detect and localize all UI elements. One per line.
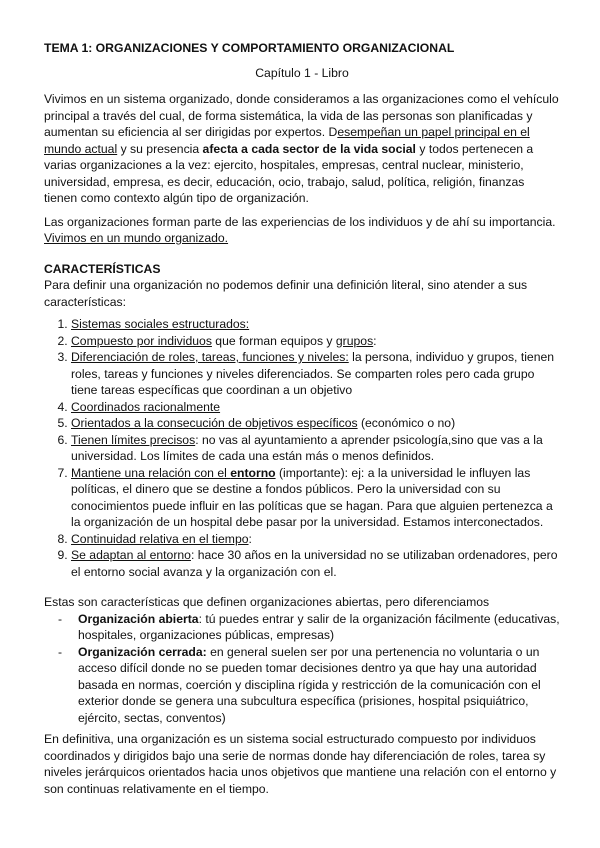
list-item (71, 547, 560, 580)
list-item (71, 465, 560, 531)
list-item (71, 316, 560, 333)
list-item (74, 644, 560, 727)
conclusion-paragraph: En definitiva, una organización es un sistema social estructurado compuesto por individuos coordinados y dirigidos bajo una serie de normas donde hay diferenciación de roles, tarea sy niveles jerárquicos orientados hacia unos objetivos que mantiene una relación con el entorno y son continuas relativamente en el tiempo. (44, 732, 557, 796)
intro-paragraph-1 (44, 91, 560, 207)
closed-org-text: en general suelen ser por una pertenencia no voluntaria o un acceso difícil donde no se pueden tomar decisiones dentro ya que hay una autoridad basada en normas, coerción y disciplina rígida y restricción de la comunicación con el exterior donde se genera una subcultura específica (prisiones, hospital psiquiátrico, ejército, sectas, conventos) (78, 644, 541, 725)
item-title: Tienen límites precisos (71, 432, 196, 447)
intro-text: Vivimos en un sistema organizado, donde consideramos a las organizaciones como el vehículo principal a través del cual, de forma sistemática, la vida de las personas son planificadas y aumentan su eficiencia al ser dirigidas por expertos. D (44, 92, 559, 139)
item-title: Continuidad relativa en el tiempo (71, 531, 249, 546)
characteristics-intro: Para definir una organización no podemos definir una definición literal, sino atender a sus características: (44, 278, 528, 309)
intro-underlined: Vivimos en un mundo organizado. (44, 231, 229, 245)
item-title: Sistemas sociales estructurados: (71, 317, 250, 331)
closed-org-label: Organización cerrada: (78, 644, 207, 659)
intro-text: y su presencia (117, 141, 203, 156)
item-title: Diferenciación de roles, tareas, funciones y niveles: (71, 350, 349, 364)
intro-bold: afecta a cada sector de la vida social (202, 141, 416, 156)
item-text: : (248, 531, 252, 546)
item-title: Coordinados racionalmente (71, 399, 221, 414)
list-item (71, 349, 560, 399)
list-item (71, 432, 560, 465)
characteristics-heading: CARACTERÍSTICAS (44, 261, 161, 276)
spacer (44, 580, 560, 594)
types-list (44, 611, 560, 727)
intro-text: y todos pertenecen a varias organizaciones a la vez: ejercito, hospitales, empresas, central nuclear, ministerio, universidad, empresa, es decir, educación, ocio, trabajo, salud, política, religión, finanzas tienen como contexto algún tipo de organización. (44, 141, 534, 205)
list-item (71, 415, 560, 432)
item-text: : (373, 333, 377, 348)
document-title: TEMA 1: ORGANIZACIONES Y COMPORTAMIENTO ORGANIZACIONAL (44, 41, 455, 55)
item-text: que forman equipos y (211, 333, 336, 348)
list-item (71, 531, 560, 548)
item-title (71, 466, 276, 480)
item-text: : no vas al ayuntamiento a aprender psicología,sino que vas a la universidad. Los límites de cada una están más o menos definidos. (71, 432, 543, 463)
intro-paragraph-2 (44, 214, 560, 247)
item-text: (importante): ej: a la universidad le influyen las políticas, el dinero que se destine a fondos públicos. Pero la universidad con su conocimientos puede influir en las políticas que se hagan. Para que alguien pertenezca a la organización de un hospital debe pasar por la universidad. Estamos interconectados. (71, 465, 553, 529)
item-text: la persona, individuo y grupos, tienen roles, tareas y funciones y niveles diferenciados. Se comparten roles pero cada grupo tiene tareas específicas que coordinan a un objetivo (71, 350, 555, 397)
list-item (74, 611, 560, 644)
document-page (44, 40, 560, 804)
intro-text: Las organizaciones forman parte de las experiencias de los individuos y de ahí su importancia. (44, 214, 556, 229)
open-org-text: : tú puedes entrar y salir de la organización fácilmente (educativas, hospitales, organizaciones públicas, empresas) (78, 611, 560, 642)
item-title: Orientados a la consecución de objetivos específicos (71, 416, 358, 430)
item-title: Se adaptan al entorno (71, 548, 191, 562)
item-title: Compuesto por individuos (71, 333, 212, 348)
open-org-label: Organización abierta (78, 611, 199, 626)
list-item (71, 399, 560, 416)
types-intro: Estas son características que definen organizaciones abiertas, pero diferenciamos (44, 595, 490, 609)
intro-underlined: esempeñan un papel principal en el mundo actual (44, 125, 530, 156)
item-title-text: Mantiene una relación con el (71, 465, 231, 480)
item-text: (económico o no) (357, 416, 456, 430)
characteristics-list (44, 316, 560, 580)
document-subtitle: Capítulo 1 - Libro (255, 65, 349, 80)
item-title: grupos (335, 333, 374, 348)
item-title-bold: entorno (230, 465, 276, 480)
item-text: : hace 30 años en la universidad no se utilizaban ordenadores, pero el entorno social avanza y la organización con el. (71, 548, 558, 579)
list-item (71, 333, 560, 350)
